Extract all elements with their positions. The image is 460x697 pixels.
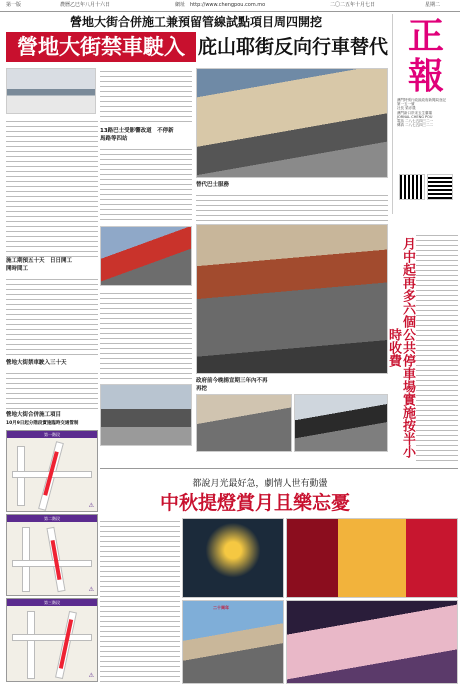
lead-body-text (6, 370, 98, 410)
lead-body-text (6, 118, 98, 258)
map-header: 第一階段 (7, 431, 97, 438)
lead-subhead: 營地大街禁車駛入三十天 (6, 360, 67, 366)
qr-code (399, 174, 425, 200)
map-header: 第二階段 (7, 515, 97, 522)
traffic-map-icon: ⚠ (88, 672, 94, 679)
issue-date: 二〇二五年十月七日 (330, 2, 376, 8)
traffic-map-stage-1 (6, 430, 98, 512)
parking-body-text (416, 232, 458, 462)
section-divider (100, 468, 458, 469)
moon-kicker: 都說月光最好急，劇情人世有動盪 (192, 479, 328, 489)
masthead-info-line: 傳真 二八七五四三二二 (397, 123, 434, 128)
street-scooter-photo (196, 68, 388, 178)
lead-subhead: 施工期預五十天 日日開工 (6, 258, 73, 264)
lead-body-text (6, 276, 98, 356)
traffic-map-icon: ⚠ (88, 586, 94, 593)
lead-body-text (100, 146, 192, 224)
masthead-title: 正報 (407, 15, 444, 97)
weekday: 星期二 (425, 2, 441, 8)
masthead-info (397, 98, 455, 127)
traffic-map-stage-3 (6, 598, 98, 682)
lead-subhead: 替代巴士服務 (196, 182, 230, 188)
traffic-map-icon: ⚠ (88, 502, 94, 509)
press-conference-photo (6, 68, 96, 114)
family-lantern-photo (286, 600, 458, 684)
moon-headline: 中秋提燈賞月且樂忘憂 (159, 492, 350, 514)
lead-headline-red: 營地大街禁車駛入 (6, 32, 196, 62)
qr-code (427, 174, 453, 200)
site-url[interactable]: http://www.chengpou.com.mo (190, 2, 266, 8)
photo-caption: 二十周年 (213, 605, 229, 610)
parking-headline: 月中起再多六個公共停車場實施按半小時收費 (386, 236, 415, 458)
lead-body-text (100, 68, 192, 126)
masthead (392, 14, 458, 214)
page-number: 第一版 (6, 2, 22, 8)
lead-subhead: 10月9日起分階段實施臨時交通管制 (6, 421, 79, 426)
footer (0, 688, 460, 697)
lunar-date: 農曆乙巳年八月十六日 (60, 2, 111, 8)
masthead-info-line: 第一五一號 (397, 102, 415, 107)
masthead-info-line: 澳門新口岸宋玉生廣場 (397, 110, 432, 115)
masthead-info-line: JORNAL CHENG POU (397, 114, 433, 119)
traffic-map-stage-2 (6, 514, 98, 596)
moon-body-text (100, 518, 180, 684)
lead-subhead: 再挖 (196, 386, 208, 392)
lantern-night-photo (182, 518, 284, 598)
lead-subhead: 馬路等四站 (100, 136, 128, 142)
lead-headline-black: 庇山耶街反向行車替代 (198, 36, 389, 58)
lead-subhead: 13路巴士受影響改道 不停新 (100, 128, 174, 134)
lead-body-text (100, 290, 192, 380)
top-bar (0, 0, 460, 12)
street-photo (196, 394, 292, 452)
lead-subhead: 營地大街合併施工項目 (6, 412, 62, 418)
lantern-booth-photo (286, 518, 458, 598)
car-street-photo (294, 394, 388, 452)
site-label: 網址 (175, 2, 186, 8)
ruins-crowd-photo (182, 600, 284, 684)
masthead-info-line: 社長 梁亦農 (397, 106, 416, 111)
street-photo (100, 384, 192, 446)
lead-kicker: 營地大街合併施工兼預留管線試點項目周四開挖 (69, 15, 322, 29)
masthead-info-line: 電話 二八七五四三二一 (397, 119, 434, 124)
map-header: 第三階段 (7, 599, 97, 606)
narrow-street-photo (196, 224, 388, 374)
masthead-info-line: 澳門特別行政區政府新聞局登記 (397, 98, 446, 102)
lead-subhead: 開時間工 (6, 266, 29, 272)
lead-subhead: 政府前今晚揚宣期三年內不再 (196, 378, 268, 384)
bus-photo (100, 226, 192, 286)
lead-body-text (196, 192, 388, 222)
